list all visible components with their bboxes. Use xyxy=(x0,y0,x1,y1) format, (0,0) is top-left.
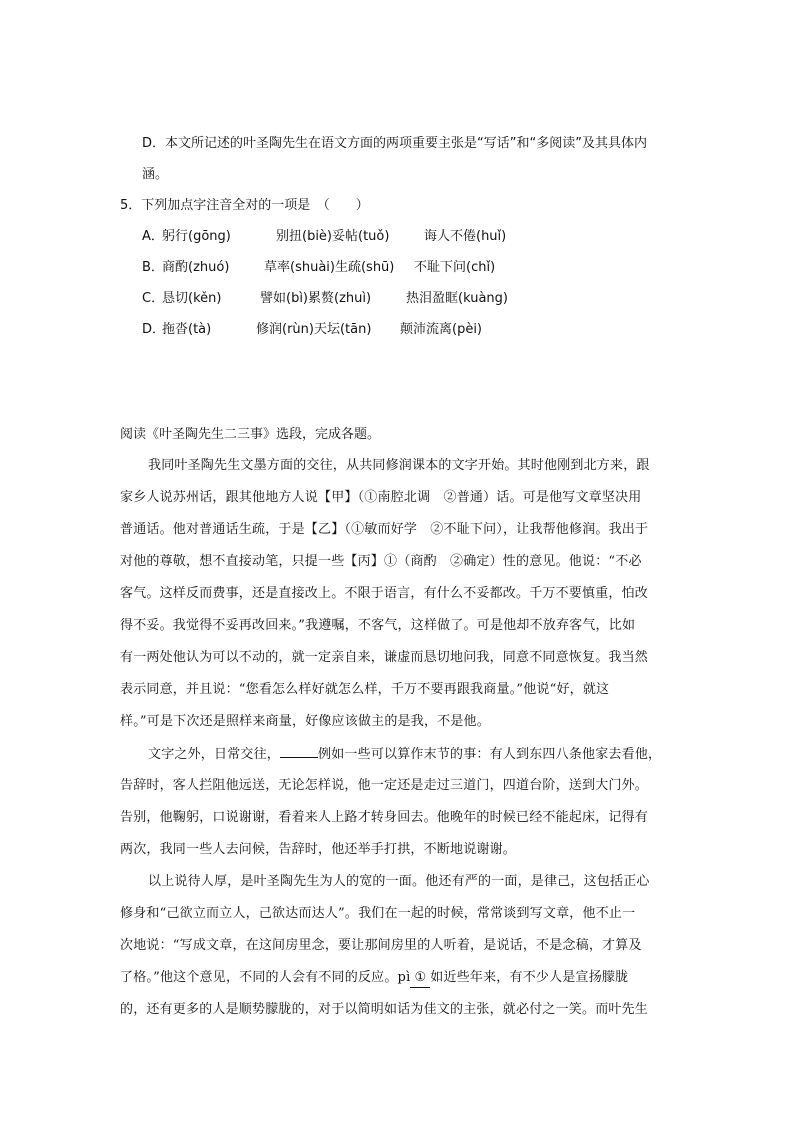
passage-line: 告辞时，客人拦阻他远送，无论怎样说，他一定还是走过三道门，四道台阶，送到大门外。 xyxy=(120,778,649,793)
option-item: 譬如(bì)累赘(zhuì) xyxy=(260,291,372,306)
passage-line: 得不妥。我觉得不妥再改回来。”我遵嘱，不客气，这样做了。可是他却不放弃客气，比如 xyxy=(120,618,636,633)
passage-line: 表示同意，并且说：“您看怎么样好就怎么样，千万不要再跟我商量。”他说“好，就这 xyxy=(120,682,610,697)
underlined-mark: ① xyxy=(410,969,430,988)
passage-line: 次地说：“写成文章，在这间房里念，要让那间房里的人听着，是说话，不是念稿，才算及 xyxy=(120,938,642,953)
passage-line: 告别，他鞠躬，口说谢谢，看着来人上路才转身回去。他晚年的时候已经不能起床，记得有 xyxy=(120,810,649,825)
passage-line: 对他的尊敬，想不直接动笔，只提一些【丙】①（商酌 ②确定）性的意见。他说：“不必 xyxy=(120,554,642,569)
passage-line-with-blank xyxy=(148,745,661,764)
passage-line: 修身和“己欲立而立人，己欲达而达人”。我们在一起的时候，常常谈到写文章，他不止一 xyxy=(120,906,636,921)
passage-text: 文字之外，日常交往， xyxy=(148,747,281,762)
passage-line: 两次，我同一些人去问候，告辞时，他还举手打拱，不断地说谢谢。 xyxy=(120,842,517,857)
reading-instruction: 阅读《叶圣陶先生二三事》选段，完成各题。 xyxy=(120,427,381,442)
pinyin: pì xyxy=(397,970,411,985)
option-label: C． xyxy=(142,291,165,306)
q4-option-d-line2: 涵。 xyxy=(142,167,169,182)
passage-line: 客气。这样反而费事，还是直接改上。不限于语言，有什么不妥都改。千万不要慎重，怕改 xyxy=(120,586,649,601)
option-item: 拖沓(tà) xyxy=(162,322,212,337)
option-item: 躬行(gōng) xyxy=(162,229,231,244)
option-item: 别扭(biè)妥帖(tuǒ) xyxy=(276,229,390,244)
passage-line: 样。”可是下次还是照样来商量，好像应该做主的是我，不是他。 xyxy=(120,714,490,729)
option-label: A． xyxy=(142,229,164,244)
option-item: 草率(shuài)生疏(shū) xyxy=(264,260,395,275)
option-item: 颠沛流离(pèi) xyxy=(400,322,483,337)
passage-line: 有一两处他认为可以不动的，就一定亲自来，谦虚而恳切地问我，同意不同意恢复。我当然 xyxy=(120,650,649,665)
passage-line: 普通话。他对普通话生疏，于是【乙】（①敏而好学 ②不耻下问），让我帮他修润。我出于 xyxy=(120,522,649,537)
option-item: 恳切(kěn) xyxy=(162,291,222,306)
passage-text: 了格。”他这个意见，不同的人会有不同的反应。 xyxy=(120,970,398,985)
passage-text: 如近些年来，有不少人是宣扬朦胧 xyxy=(430,970,629,985)
passage-line: 家乡人说苏州话，跟其他地方人说【甲】（①南腔北调 ②普通）话。可是他写文章坚决用 xyxy=(120,490,642,505)
passage-text: 例如一些可以算作末节的事：有人到东四八条他家去看他， xyxy=(318,747,662,762)
passage-line: 我同叶圣陶先生文墨方面的交往，从共同修润课本的文字开始。其时他刚到北方来，跟 xyxy=(148,458,650,473)
option-item: 热泪盈眶(kuàng) xyxy=(406,291,508,306)
option-label: B． xyxy=(142,260,164,275)
q4-option-d-line1: D．本文所记述的叶圣陶先生在语文方面的两项重要主张是“写话”和“多阅读”及其具体内 xyxy=(142,136,647,151)
option-label: D． xyxy=(142,322,166,337)
option-item: 诲人不倦(huǐ) xyxy=(424,229,507,244)
passage-line: 以上说待人厚，是叶圣陶先生为人的宽的一面。他还有严的一面，是律己，这包括正心 xyxy=(148,874,650,889)
option-item: 修润(rùn)天坛(tān) xyxy=(256,322,372,337)
passage-line: 的，还有更多的人是顺势朦胧的，对于以简明如话为佳文的主张，就必付之一笑。而叶先生 xyxy=(120,1002,649,1017)
q5-stem: 5．下列加点字注音全对的一项是 （ ） xyxy=(120,198,369,213)
option-item: 不耻下问(chǐ) xyxy=(414,260,496,275)
option-item: 商酌(zhuó) xyxy=(162,260,230,275)
fill-in-blank xyxy=(280,745,318,758)
passage-line-with-mark xyxy=(120,969,628,988)
